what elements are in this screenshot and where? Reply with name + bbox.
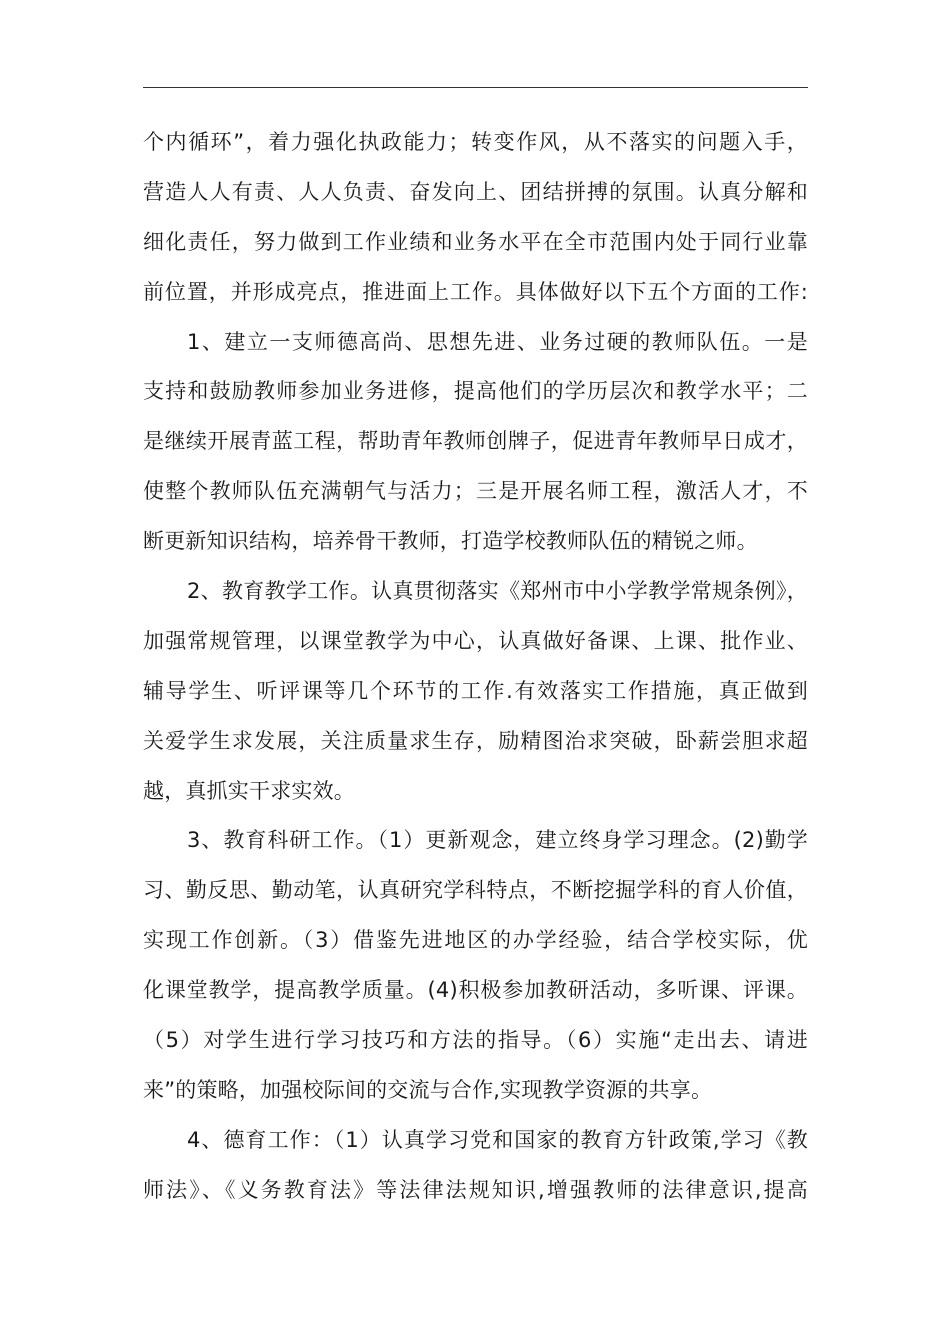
text-line: 3、教育科研工作。（1）更新观念，建立终身学习理念。(2)勤学 bbox=[187, 828, 808, 853]
document-body bbox=[143, 118, 808, 1216]
text-line: 实现工作创新。（3）借鉴先进地区的办学经验，结合学校实际，优 bbox=[143, 928, 808, 953]
text-line: 支持和鼓励教师参加业务进修，提高他们的学历层次和教学水平；二 bbox=[143, 379, 808, 404]
text-line: 关爱学生求发展，关注质量求生存，励精图治求突破，卧薪尝胆求超 bbox=[143, 728, 808, 753]
text-line: 营造人人有责、人人负责、奋发向上、团结拼搏的氛围。认真分解和 bbox=[143, 179, 808, 204]
text-line: 个内循环”，着力强化执政能力；转变作风，从不落实的问题入手， bbox=[143, 130, 808, 154]
header-rule bbox=[143, 87, 808, 88]
text-line: 化课堂教学，提高教学质量。(4)积极参加教研活动，多听课、评课。 bbox=[143, 978, 808, 1003]
text-line: 细化责任，努力做到工作业绩和业务水平在全市范围内处于同行业靠 bbox=[143, 229, 808, 254]
text-line: 是继续开展青蓝工程，帮助青年教师创牌子，促进青年教师早日成才， bbox=[143, 429, 808, 454]
text-line: 前位置，并形成亮点，推进面上工作。具体做好以下五个方面的工作: bbox=[143, 279, 808, 304]
text-line: 师法》、《义务教育法》等法律法规知识,增强教师的法律意识,提高 bbox=[143, 1177, 808, 1202]
text-line: 来”的策略，加强校际间的交流与合作,实现教学资源的共享。 bbox=[143, 1077, 713, 1102]
text-line: 越，真抓实干求实效。 bbox=[143, 778, 355, 803]
text-line: （5）对学生进行学习技巧和方法的指导。（6）实施“走出去、请进 bbox=[143, 1028, 808, 1053]
text-line: 辅导学生、听评课等几个环节的工作.有效落实工作措施，真正做到 bbox=[143, 678, 808, 703]
text-line: 断更新知识结构，培养骨干教师，打造学校教师队伍的精锐之师。 bbox=[143, 529, 758, 554]
text-line: 加强常规管理，以课堂教学为中心，认真做好备课、上课、批作业、 bbox=[143, 628, 808, 653]
text-line: 使整个教师队伍充满朝气与活力；三是开展名师工程，激活人才，不 bbox=[143, 479, 808, 504]
text-line: 习、勤反思、勤动笔，认真研究学科特点，不断挖掘学科的育人价值， bbox=[143, 878, 808, 903]
text-line: 2、教育教学工作。认真贯彻落实《郑州市中小学教学常规条例》， bbox=[187, 579, 808, 604]
text-line: 1、建立一支师德高尚、思想先进、业务过硬的教师队伍。一是 bbox=[187, 329, 808, 354]
text-line: 4、德育工作：（1）认真学习党和国家的教育方针政策,学习《教 bbox=[187, 1127, 808, 1152]
